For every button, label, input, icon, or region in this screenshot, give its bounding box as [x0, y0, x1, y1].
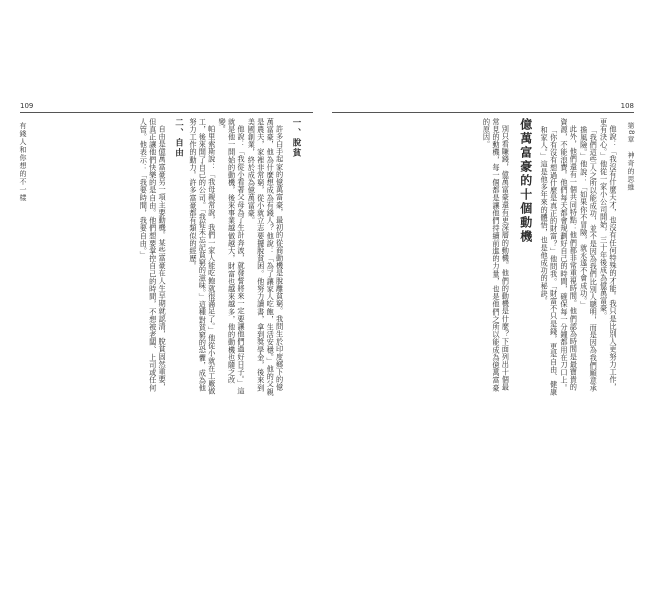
section-heading: 一、脫貧 — [291, 118, 301, 158]
page-number-left: 109 — [20, 102, 34, 110]
paragraph: 他說：「我從小看著父母為了生計奔波，就發誓將來一定要讓他們過好日子。」這就是他一開始的動機，後來事業越做越大，財富也越來越多，他的動機也隨之改變。 — [218, 118, 246, 396]
body-text-left — [36, 118, 306, 398]
block-quote: 「你有沒有想過什麼是真正的財富？」他問我。「財富不只是錢，更是自由、健康和家人。」這是他多年來的體悟，也是他成功的秘訣。 — [540, 126, 559, 396]
block-quote: 「我們這些人之所以能成功，並不是因為我們比別人聰明，而是因為我們願意承擔風險。」他說：「如果你不冒險，就永遠不會成功。」 — [579, 126, 599, 392]
chapter-title: 億萬富豪的十個動機 — [518, 118, 533, 244]
header-rule-right — [332, 112, 634, 113]
right-page — [332, 102, 635, 448]
header-rule-left — [20, 112, 313, 113]
paragraph: 他說：「我沒有什麼天才，也沒有任何特殊的才能。我只是比別人更努力工作，更有決心。」他從一家小公司開始，三十年後成為億萬富豪。 — [599, 118, 618, 392]
paragraph: 此外，他們還有一個共同特點：他們都非常重視時間。他們認為時間是最寶貴的資源，不能浪費。他們每天都會規劃好自己的時間，確保每一分鐘都用在刀口上。 — [559, 118, 579, 392]
page-number-right: 108 — [620, 102, 634, 110]
paragraph: 自由是億萬富豪另一項主要動機。某些富豪在人生早期就認清，脫貧固然重要，但真正讓他們快樂的是自由。他們想要掌控自己的時間，不想被老闆、上司或任何人管。他表示：「我要時間，我要自由。」 — [139, 118, 168, 392]
paragraph: 帕里索斯說：「我母親常說，我們一家人能吃飽就很滿足了。」他從小就在工廠做工，後來開了自己的公司。「我從未忘記貧窮的滋味。」這種對貧窮的恐懼，成為他努力工作的動力。許多富豪都有類似的經歷。 — [188, 118, 217, 396]
body-text-right — [332, 118, 618, 398]
running-head-left: 有錢人和你想的不一樣 — [19, 122, 27, 202]
running-head-right: 第8章 神奇的思維 — [627, 122, 635, 192]
paragraph: 許多白手起家的億萬富豪，最初的從商動機是脫離貧窮。我問生於印度鄉下的億萬富豪，他為什麼想成為有錢人？他說：「為了讓家人吃飽，生活安穩。」他的父親是農夫，家裡非常窮，從小就立志要擺脫貧困。他努力讀書，拿到獎學金，後來到美國創業，終於成為億萬富豪。 — [247, 118, 285, 396]
left-page — [19, 102, 313, 448]
paragraph: 別只看賺錢，億萬富豪還有更深層的動機。他們的動機是什麼？下面列出十個最常見的動機，每一個都是讓他們持續前進的力量，也是他們之所以能成為億萬富豪的原因。 — [482, 118, 511, 392]
section-heading: 二、自由 — [173, 118, 184, 158]
